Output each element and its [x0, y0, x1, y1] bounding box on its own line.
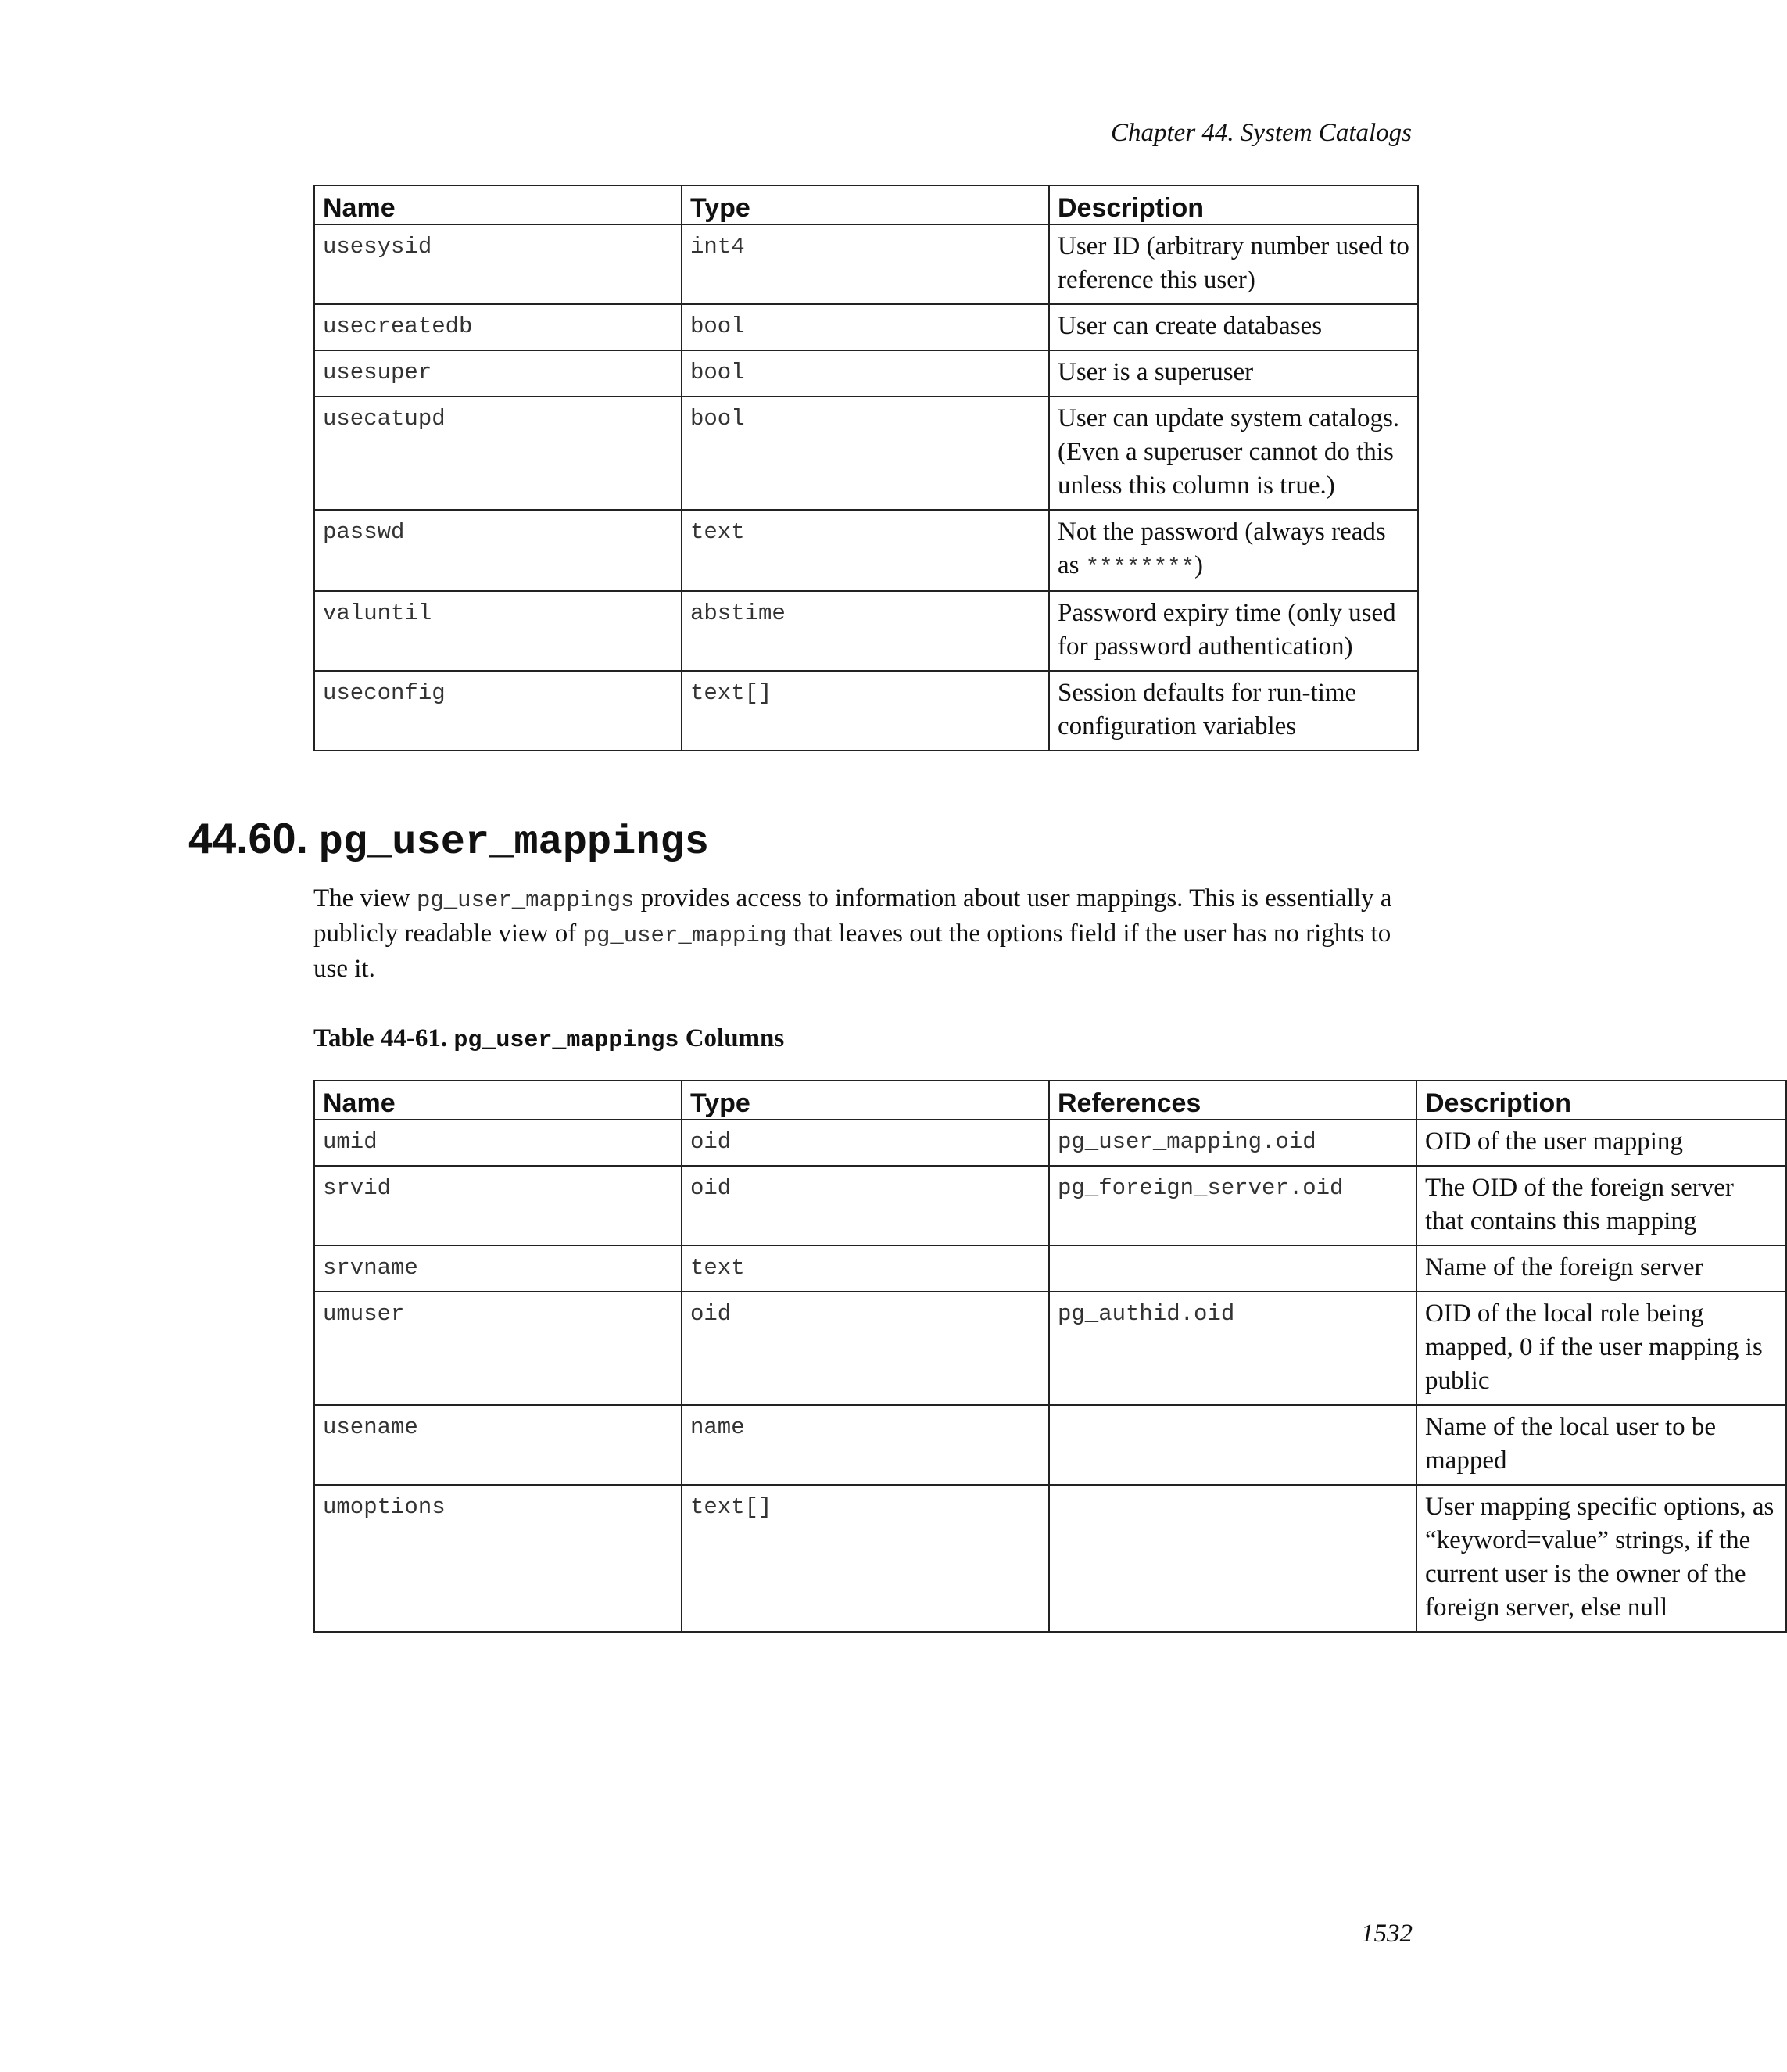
section-heading: [188, 813, 709, 866]
cell-type: bool: [682, 350, 1049, 396]
cell-name: usecatupd: [314, 396, 682, 510]
user-mappings-columns-table: [313, 1080, 1787, 1633]
cell-type: int4: [682, 224, 1049, 304]
table-row: [314, 350, 1418, 396]
column-header-name: Name: [314, 1081, 682, 1120]
cell-name: srvid: [314, 1166, 682, 1246]
cell-references: pg_authid.oid: [1049, 1292, 1416, 1405]
cell-type: text[]: [682, 1485, 1049, 1632]
cell-references: pg_user_mapping.oid: [1049, 1120, 1416, 1166]
cell-type: oid: [682, 1120, 1049, 1166]
cell-type: oid: [682, 1166, 1049, 1246]
running-header: Chapter 44. System Catalogs: [1111, 119, 1412, 147]
cell-name: passwd: [314, 510, 682, 591]
table-row: [314, 1405, 1786, 1485]
cell-description: Name of the foreign server: [1416, 1246, 1786, 1292]
cell-description: User is a superuser: [1049, 350, 1418, 396]
cell-type: text: [682, 1246, 1049, 1292]
cell-description: OID of the local role being mapped, 0 if the user mapping is public: [1416, 1292, 1786, 1405]
cell-description: User mapping specific options, as “keyword=value” strings, if the current user is the owner of the foreign server, else null: [1416, 1485, 1786, 1632]
cell-description: The OID of the foreign server that contains this mapping: [1416, 1166, 1786, 1246]
cell-name: valuntil: [314, 591, 682, 671]
column-header-description: Description: [1049, 185, 1418, 224]
cell-type: bool: [682, 396, 1049, 510]
cell-name: usecreatedb: [314, 304, 682, 350]
description-text-end: ): [1194, 551, 1203, 579]
cell-references: [1049, 1485, 1416, 1632]
description-text: Not the password (always reads as: [1058, 518, 1386, 579]
cell-type: oid: [682, 1292, 1049, 1405]
table-row: [314, 1166, 1786, 1246]
cell-description: User can update system catalogs. (Even a superuser cannot do this unless this column is true.): [1049, 396, 1418, 510]
inline-code-catalog: pg_user_mapping: [582, 923, 787, 948]
cell-name: umid: [314, 1120, 682, 1166]
cell-name: usename: [314, 1405, 682, 1485]
cell-description: [1049, 510, 1418, 591]
table-row: [314, 1485, 1786, 1632]
cell-description: Name of the local user to be mapped: [1416, 1405, 1786, 1485]
inline-code-view: pg_user_mappings: [416, 887, 635, 913]
cell-description: User can create databases: [1049, 304, 1418, 350]
cell-name: usesuper: [314, 350, 682, 396]
intro-paragraph: [313, 882, 1417, 986]
cell-description: Password expiry time (only used for password authentication): [1049, 591, 1418, 671]
table-row: [314, 510, 1418, 591]
cell-references: pg_foreign_server.oid: [1049, 1166, 1416, 1246]
cell-references: [1049, 1405, 1416, 1485]
paragraph-text: provides access to information about user mappings. This is essentially a publicly readable view of: [313, 884, 1392, 948]
user-columns-table: [313, 185, 1419, 751]
cell-name: umoptions: [314, 1485, 682, 1632]
caption-suffix: Columns: [679, 1024, 785, 1052]
cell-description: Session defaults for run-time configuration variables: [1049, 671, 1418, 751]
cell-name: umuser: [314, 1292, 682, 1405]
page-number: 1532: [1361, 1920, 1413, 1948]
cell-name: srvname: [314, 1246, 682, 1292]
cell-type: text: [682, 510, 1049, 591]
cell-type: name: [682, 1405, 1049, 1485]
table-row: [314, 1120, 1786, 1166]
column-header-type: Type: [682, 185, 1049, 224]
cell-type: abstime: [682, 591, 1049, 671]
table-row: [314, 1246, 1786, 1292]
table-header-row: [314, 185, 1418, 224]
caption-prefix: Table 44-61.: [313, 1024, 454, 1052]
table-row: [314, 591, 1418, 671]
table-caption: [313, 1024, 784, 1054]
cell-description: OID of the user mapping: [1416, 1120, 1786, 1166]
table-row: [314, 396, 1418, 510]
caption-code: pg_user_mappings: [453, 1027, 679, 1054]
cell-description: User ID (arbitrary number used to reference this user): [1049, 224, 1418, 304]
cell-type: text[]: [682, 671, 1049, 751]
section-title: pg_user_mappings: [318, 819, 709, 866]
paragraph-text: that leaves out the options field if the user has no rights to use it.: [313, 919, 1391, 983]
column-header-type: Type: [682, 1081, 1049, 1120]
paragraph-text: The view: [313, 884, 417, 912]
table-header-row: [314, 1081, 1786, 1120]
cell-references: [1049, 1246, 1416, 1292]
section-number: 44.60.: [188, 814, 308, 862]
column-header-name: Name: [314, 185, 682, 224]
cell-name: usesysid: [314, 224, 682, 304]
table-row: [314, 304, 1418, 350]
column-header-references: References: [1049, 1081, 1416, 1120]
table-row: [314, 671, 1418, 751]
table-row: [314, 224, 1418, 304]
cell-type: bool: [682, 304, 1049, 350]
table-row: [314, 1292, 1786, 1405]
cell-name: useconfig: [314, 671, 682, 751]
column-header-description: Description: [1416, 1081, 1786, 1120]
masked-password-code: ********: [1085, 554, 1194, 580]
